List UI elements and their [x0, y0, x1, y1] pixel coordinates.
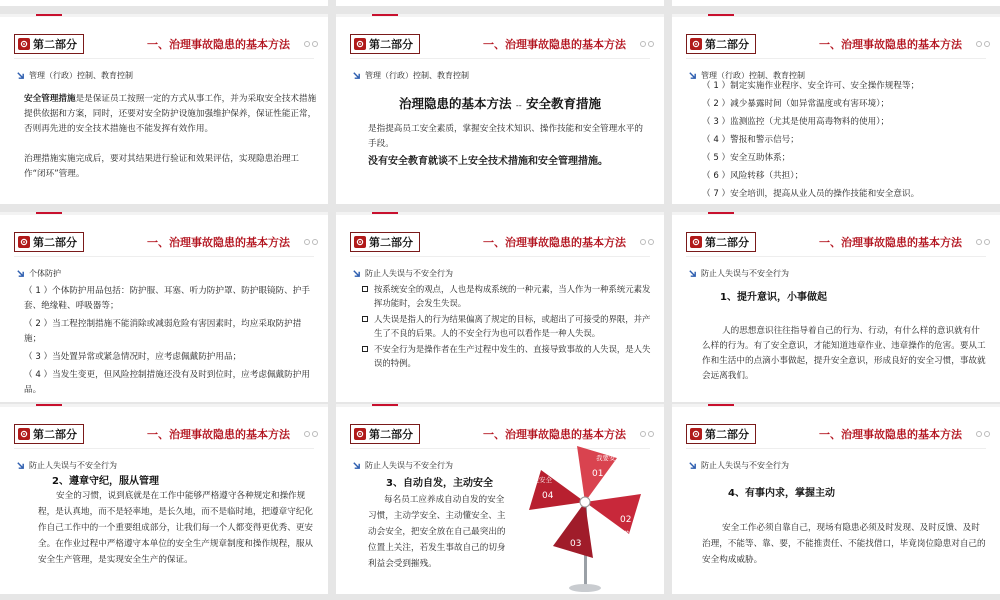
- slide-thumbnail[interactable]: [336, 212, 664, 402]
- section-title: 一、治理事故隐患的基本方法: [147, 38, 290, 51]
- list-item: （ 3 ）当处置异常或紧急情况时，应考虑佩戴防护用品；: [24, 352, 242, 362]
- list-item: （ 1 ）个体防护用品包括：防护服、耳塞、听力防护罩、防护眼镜防、护手套、绝缘鞋、呼吸器等；: [24, 286, 310, 311]
- slide-thumbnail[interactable]: [0, 404, 328, 594]
- paragraph: [24, 92, 320, 137]
- heading-tail: 安全教育措施: [526, 96, 602, 111]
- square-bullet-icon: [362, 346, 368, 352]
- part-badge-label: 第二部分: [369, 236, 413, 249]
- slide-top-accent: [708, 404, 734, 406]
- slide-heading: 4、有事内求，掌握主动: [728, 488, 835, 499]
- paragraph-text: 是是保证员工按照一定的方式从事工作，并为采取安全技术措施提供依据和方案，同时，还要对安全防护设施加强维护保养，保证性能正常，否则再先进的安全技术措施也不能发挥有效作用。: [24, 94, 317, 134]
- header-divider: [14, 448, 314, 449]
- part-badge-label: 第二部分: [369, 38, 413, 51]
- subtitle-text: 个体防护: [29, 269, 61, 278]
- slide-thumbnail[interactable]: [672, 14, 1000, 204]
- top-slide-strip: [0, 0, 1000, 6]
- protection-list: [24, 284, 318, 401]
- slide-thumbnail[interactable]: [672, 212, 1000, 402]
- slide-heading: 3、自动自发，主动安全: [386, 478, 493, 489]
- part-badge: [350, 232, 420, 252]
- part-badge: [350, 424, 420, 444]
- slide-top-accent: [36, 404, 62, 406]
- pinwheel-label-4: 04: [542, 491, 554, 501]
- part-badge-icon: [690, 38, 702, 50]
- slide-top-accent: [36, 212, 62, 214]
- slide-thumbnail[interactable]: [336, 404, 664, 594]
- bullet-text: 按系统安全的观点，人也是构成系统的一种元素，当人作为一种系统元素发挥功能时，会发生失误。: [374, 284, 651, 308]
- slide-thumbnail[interactable]: [0, 212, 328, 402]
- slide-nav-dots: [976, 239, 990, 245]
- header-divider: [350, 256, 650, 257]
- bullet-text: 不安全行为是操作者在生产过程中发生的、直接导致事故的人失误，是人失误的特例。: [374, 344, 651, 368]
- list-item: （ 2 ）减少暴露时间（如异常温度或有害环境）；: [702, 99, 890, 109]
- slide-thumbnail[interactable]: [336, 14, 664, 204]
- slide-top-accent: [708, 14, 734, 16]
- pinwheel-text-2: 我懂安全: [616, 530, 642, 538]
- header-divider: [14, 58, 314, 59]
- slide-top-accent: [372, 212, 398, 214]
- slide-subtitle: [688, 460, 789, 471]
- section-title: 一、治理事故隐患的基本方法: [147, 428, 290, 441]
- pinwheel-illustration: [512, 428, 660, 594]
- part-badge-label: 第二部分: [369, 428, 413, 441]
- subtitle-text: 管理（行政）控制、教育控制: [29, 71, 133, 80]
- header-divider: [350, 58, 650, 59]
- slide-subtitle: [16, 70, 133, 81]
- arrow-down-right-icon: [352, 71, 361, 80]
- part-badge-icon: [18, 428, 30, 440]
- part-badge: [14, 34, 84, 54]
- paragraph: 人的思想意识往往指导着自己的行为、行动，有什么样的意识就有什么样的行为。有了安全意识，才能知道违章作业、违章操作的危害。要从工作和生活中的点滴小事做起，提升安全意识，形成良好的安全习惯，事故就会远离我们。: [702, 326, 986, 381]
- section-title: 一、治理事故隐患的基本方法: [819, 38, 962, 51]
- slide-thumbnail[interactable]: [0, 14, 328, 204]
- subtitle-text: 防止人失误与不安全行为: [701, 461, 789, 470]
- subtitle-text: 防止人失误与不安全行为: [701, 269, 789, 278]
- pinwheel-text-4: 我能安全: [526, 476, 552, 484]
- part-badge-label: 第二部分: [705, 236, 749, 249]
- part-badge-icon: [18, 236, 30, 248]
- list-item: （ 7 ）安全培训，提高从业人员的操作技能和安全意识。: [702, 189, 920, 199]
- subtitle-text: 防止人失误与不安全行为: [29, 461, 117, 470]
- paragraph: 是指提高员工安全素质，掌握安全技术知识、操作技能和安全管理水平的手段。: [368, 124, 644, 149]
- slide-nav-dots: [976, 41, 990, 47]
- bullet-list: [362, 282, 658, 372]
- slide-heading: [336, 94, 664, 112]
- part-badge: [686, 232, 756, 252]
- list-item: （ 3 ）监测监控（尤其是使用高毒物料的使用）；: [702, 117, 890, 127]
- pinwheel-label-1: 01: [592, 469, 604, 479]
- arrow-down-right-icon: [688, 71, 697, 80]
- header-divider: [686, 256, 986, 257]
- part-badge: [350, 34, 420, 54]
- slide-nav-dots: [304, 239, 318, 245]
- slide-nav-dots: [640, 239, 654, 245]
- arrow-down-right-icon: [16, 461, 25, 470]
- part-badge-label: 第二部分: [705, 38, 749, 51]
- section-title: 一、治理事故隐患的基本方法: [819, 428, 962, 441]
- bullet-item: [362, 342, 658, 370]
- subtitle-text: 管理（行政）控制、教育控制: [701, 71, 805, 80]
- slide-thumbnail[interactable]: [672, 404, 1000, 594]
- part-badge-icon: [354, 428, 366, 440]
- bullet-text: 人失误是指人的行为结果偏离了规定的目标，或超出了可接受的界限，并产生了不良的后果。人的不安全行为也可以看作是一种人失误。: [374, 314, 651, 338]
- paragraph: 每名员工应养成自动自发的安全习惯，主动学安全、主动懂安全、主动会安全，把安全放在自己最突出的位置上关注，若发生事故自己的切身利益会受到摧残。: [368, 495, 506, 569]
- list-item: （ 6 ）风险转移（共担）；: [702, 171, 804, 181]
- section-title: 一、治理事故隐患的基本方法: [483, 428, 626, 441]
- arrow-down-right-icon: [352, 461, 361, 470]
- slide-top-accent: [372, 14, 398, 16]
- measures-list: [702, 76, 992, 202]
- arrow-down-right-icon: [16, 269, 25, 278]
- pinwheel-label-2: 02: [620, 515, 632, 525]
- section-title: 一、治理事故隐患的基本方法: [483, 38, 626, 51]
- bullet-item: [362, 282, 658, 310]
- list-item: （ 1 ）制定实施作业程序、安全许可、安全操作规程等；: [702, 81, 920, 91]
- part-badge-icon: [18, 38, 30, 50]
- part-badge-label: 第二部分: [33, 236, 77, 249]
- pinwheel-label-3: 03: [570, 539, 582, 549]
- header-divider: [686, 58, 986, 59]
- slide-top-accent: [372, 404, 398, 406]
- slide-subtitle: [16, 460, 117, 471]
- part-badge-icon: [690, 428, 702, 440]
- key-statement: 没有安全教育就谈不上安全技术措施和安全管理措施。: [368, 156, 608, 167]
- slide-subtitle: [352, 460, 453, 471]
- header-divider: [14, 256, 314, 257]
- slide-nav-dots: [976, 431, 990, 437]
- slide-heading: 2、遵章守纪，服从管理: [52, 476, 159, 487]
- subtitle-text: 防止人失误与不安全行为: [365, 269, 453, 278]
- pinwheel-text-1: 我要安全: [596, 454, 622, 462]
- part-badge: [686, 34, 756, 54]
- square-bullet-icon: [362, 316, 368, 322]
- arrow-down-right-icon: [16, 71, 25, 80]
- slide-nav-dots: [640, 41, 654, 47]
- section-title: 一、治理事故隐患的基本方法: [483, 236, 626, 249]
- slide-nav-dots: [304, 41, 318, 47]
- subtitle-text: 防止人失误与不安全行为: [365, 461, 453, 470]
- pinwheel-text-3: 我会安全: [550, 554, 576, 562]
- slide-subtitle: [688, 268, 789, 279]
- section-title: 一、治理事故隐患的基本方法: [819, 236, 962, 249]
- heading-main: 治理隐患的基本方法: [398, 96, 512, 111]
- arrow-down-right-icon: [352, 269, 361, 278]
- square-bullet-icon: [362, 286, 368, 292]
- slide-nav-dots: [304, 431, 318, 437]
- header-divider: [686, 448, 986, 449]
- list-item: （ 2 ）当工程控制措施不能消除或减弱危险有害因素时，均应采取防护措施；: [24, 319, 302, 344]
- arrow-down-right-icon: [688, 269, 697, 278]
- paragraph-bold: 安全管理措施: [24, 94, 76, 104]
- part-badge: [14, 232, 84, 252]
- list-item: （ 4 ）当发生变更，但风险控制措施还没有及时到位时，应考虑佩戴防护用品。: [24, 370, 310, 395]
- part-badge-icon: [354, 38, 366, 50]
- paragraph: 安全的习惯，说到底就是在工作中能够严格遵守各种规定和操作规程，是认真地，而不是轻率地，是长久地，而不是临时地，把遵章守纪化作自己工作中的一个重要组成部分，让我们每一个人都变得更优秀、更安全。在作业过程中严格遵守本单位的安全生产规章制度和操作规程，服从安全生产管理，是实现安全生产的保证。: [38, 491, 314, 565]
- list-item: （ 5 ）安全互助体系；: [702, 153, 791, 163]
- part-badge-label: 第二部分: [33, 428, 77, 441]
- part-badge-icon: [354, 236, 366, 248]
- list-item: （ 4 ）警报和警示信号；: [702, 135, 799, 145]
- bullet-item: [362, 312, 658, 340]
- slide-subtitle: [16, 268, 61, 279]
- paragraph: 治理措施实施完成后，要对其结果进行验证和效果评估，实现隐患治理工作“闭环”管理。: [24, 154, 300, 179]
- section-title: 一、治理事故隐患的基本方法: [147, 236, 290, 249]
- part-badge-label: 第二部分: [705, 428, 749, 441]
- part-badge-label: 第二部分: [33, 38, 77, 51]
- slide-top-accent: [36, 14, 62, 16]
- part-badge: [686, 424, 756, 444]
- slide-subtitle: [352, 268, 453, 279]
- part-badge: [14, 424, 84, 444]
- paragraph: 安全工作必须自靠自己，现场有隐患必须及时发现、及时反馈、及时治理，不能等、靠、要，不能推责任、不能找借口，毕竟岗位隐患对自己的安全构成威胁。: [702, 523, 986, 565]
- part-badge-icon: [690, 236, 702, 248]
- slide-subtitle: [352, 70, 469, 81]
- heading-separator: --: [515, 101, 522, 110]
- slide-top-accent: [708, 212, 734, 214]
- slide-heading: 1、提升意识，小事做起: [720, 292, 827, 303]
- subtitle-text: 管理（行政）控制、教育控制: [365, 71, 469, 80]
- arrow-down-right-icon: [688, 461, 697, 470]
